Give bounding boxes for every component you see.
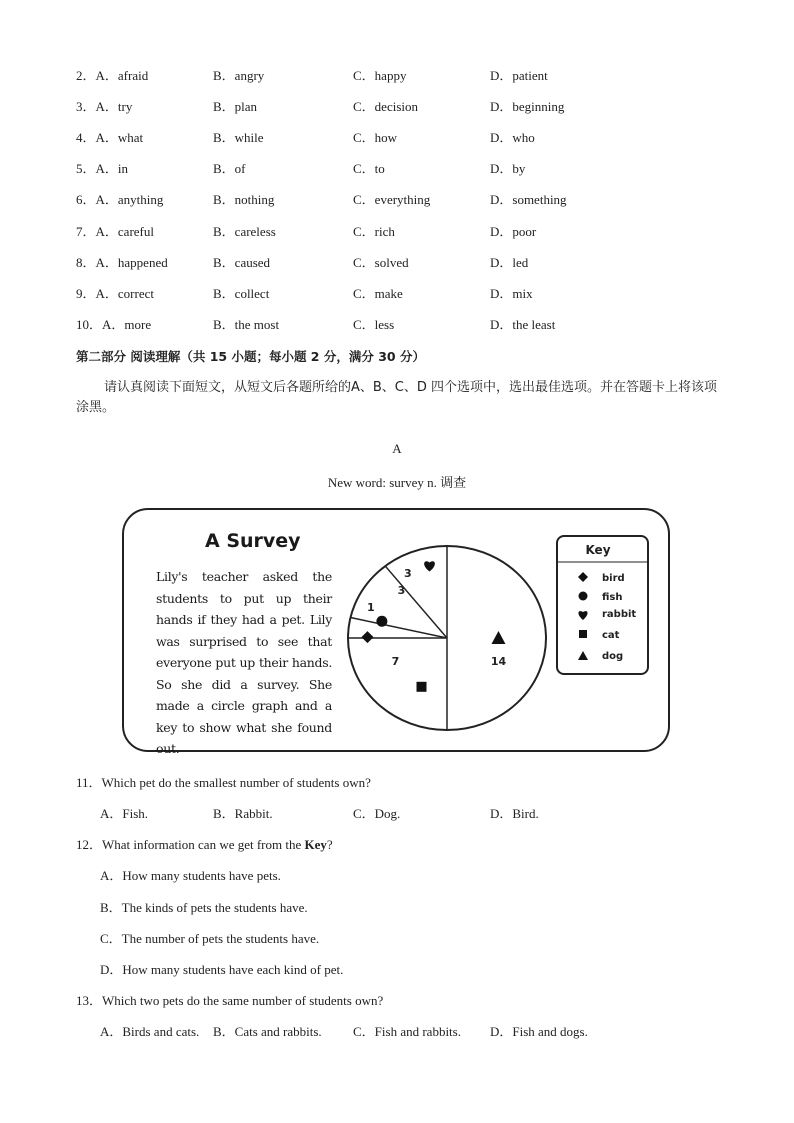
option-b: B．collect [213,286,270,301]
option-a: 5．A．in [76,161,129,176]
diamond-icon [578,572,588,582]
pie-label-fish: 3 [397,584,406,598]
pie-label-bird: 1 [367,600,375,614]
option-a: 2．A．afraid [76,68,149,83]
option-d[interactable]: D．Fish and dogs. [490,1024,588,1039]
option-d: D．poor [490,224,537,239]
survey-text: Lily's teacher asked the students to put up their hands if they had a pet. Lily was surprised to see that everyone put up their hands. So she did a survey. She made a circle graph and a key to show what she found out. [156,569,332,756]
option-d: D．mix [490,286,533,301]
option-a: 6．A．anything [76,192,164,207]
option-b[interactable]: B．Cats and rabbits. [213,1024,322,1039]
option-b[interactable]: B．Rabbit. [213,806,273,821]
option-c: C．make [353,286,403,301]
option-d: D．led [490,255,529,270]
option-d: D．something [490,192,567,207]
key-item-bird: bird [602,573,625,584]
option-b: B．careless [213,224,276,239]
instruction-text: 请认真阅读下面短文，从短文后各题所给的A、B、C、D 四个选项中，选出最佳选项。并在答题卡上将该项涂黑。 [76,380,718,415]
option-b: B．nothing [213,192,275,207]
option-d[interactable]: D．How many students have each kind of pet. [100,962,344,977]
pie-label-dog: 14 [490,655,507,668]
option-b: B．the most [213,317,280,332]
pie-label-rabbit: 3 [403,567,412,581]
option-c: C．rich [353,224,395,239]
new-word-note: New word: survey n. 调查 [327,475,467,490]
survey-title: A Survey [205,530,301,552]
option-a: 7．A．careful [76,224,154,239]
option-d: D．patient [490,68,548,83]
triangle-icon [578,651,588,660]
square-icon [579,630,587,638]
option-a[interactable]: A．Birds and cats. [100,1024,200,1039]
option-d: D．the least [490,317,556,332]
option-c: C．happy [353,68,407,83]
option-b: B．angry [213,68,265,83]
option-c: C．less [353,317,395,332]
section-title: 第二部分 阅读理解（共 15 小题；每小题 2 分，满分 30 分） [76,349,425,364]
option-a: 3．A．try [76,99,133,114]
option-c: C．how [353,130,398,145]
question-11-stem: 11．Which pet do the smallest number of students own? [76,775,371,790]
option-a: 9．A．correct [76,286,154,301]
circle-icon [579,592,588,601]
option-a: 4．A．what [76,130,144,145]
option-c: C．solved [353,255,409,270]
option-c[interactable]: C．Fish and rabbits. [353,1024,461,1039]
option-a[interactable]: A．How many students have pets. [100,868,281,883]
option-c[interactable]: C．The number of pets the students have. [100,931,320,946]
heart-icon [578,611,587,620]
question-13-stem: 13．Which two pets do the same number of students own? [76,993,384,1008]
option-d: D．who [490,130,535,145]
option-d: D．by [490,161,526,176]
key-item-dog: dog [602,651,624,662]
pie-label-cat: 7 [391,654,400,668]
option-a: 10．A．more [76,317,152,332]
option-d[interactable]: D．Bird. [490,806,539,821]
option-a: 8．A．happened [76,255,168,270]
key-title: Key [585,543,611,557]
key-item-rabbit: rabbit [602,609,637,620]
option-c: C．everything [353,192,431,207]
key-item-fish: fish [602,592,623,603]
option-c: C．decision [353,99,418,114]
passage-label: A [392,441,402,456]
option-b[interactable]: B．The kinds of pets the students have. [100,900,308,915]
option-a[interactable]: A．Fish. [100,806,149,821]
option-b: B．plan [213,99,258,114]
option-c: C．to [353,161,385,176]
option-b: B．caused [213,255,271,270]
option-c[interactable]: C．Dog. [353,806,401,821]
option-b: B．while [213,130,264,145]
option-b: B．of [213,161,246,176]
key-item-cat: cat [602,630,620,641]
option-d: D．beginning [490,99,565,114]
question-12-stem: 12．What information can we get from the Key? [76,837,333,852]
